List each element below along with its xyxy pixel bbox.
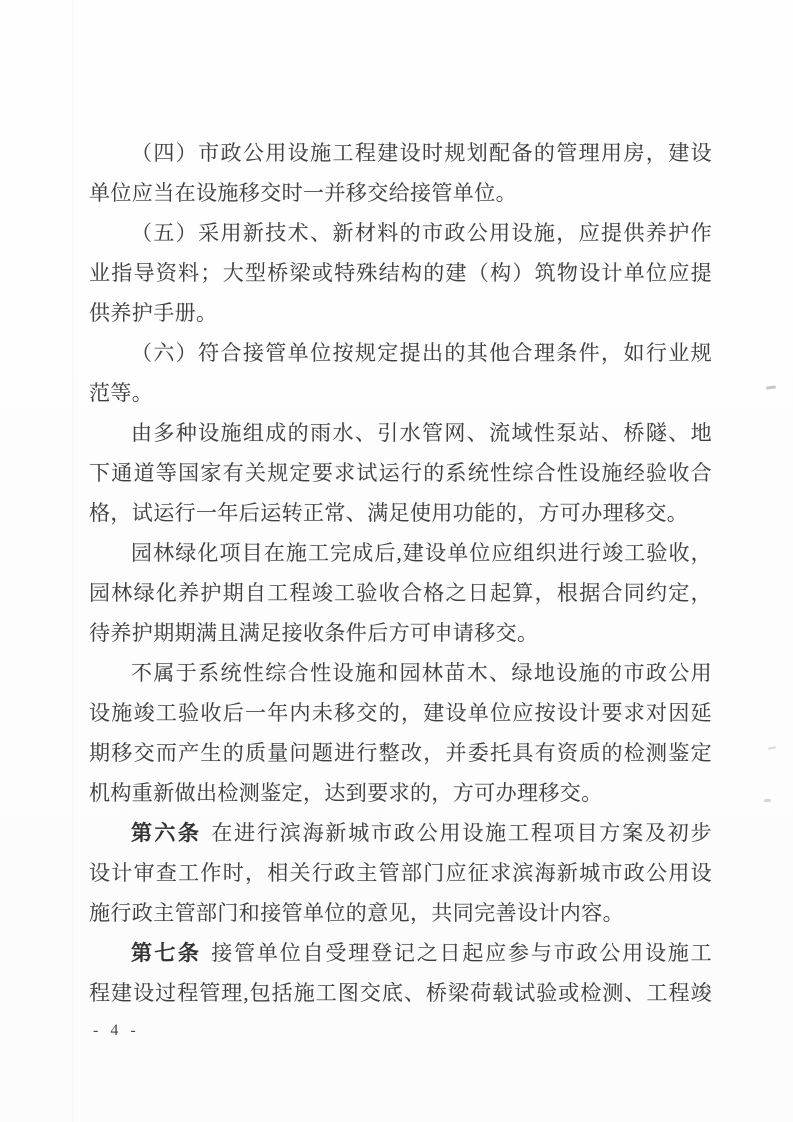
- text-line: （六）符合接管单位按规定提出的其他合理条件，如行业规: [131, 341, 712, 365]
- article-number: 第六条: [131, 821, 202, 845]
- text-line: 第七条 接管单位自受理登记之日起应参与市政公用设施工: [131, 941, 712, 965]
- text-line: 由多种设施组成的雨水、引水管网、流域性泵站、桥隧、地: [131, 421, 712, 445]
- text-line: （五）采用新技术、新材料的市政公用设施，应提供养护作: [131, 221, 712, 245]
- text-line: 期移交而产生的质量问题进行整改，并委托具有资质的检测鉴定: [89, 741, 712, 765]
- text-line: 不属于系统性综合性设施和园林苗木、绿地设施的市政公用: [131, 661, 712, 685]
- text-line: 单位应当在设施移交时一并移交给接管单位。: [89, 181, 517, 205]
- text-line: 程建设过程管理,包括施工图交底、桥梁荷载试验或检测、工程竣: [89, 981, 712, 1005]
- text-line: （四）市政公用设施工程建设时规划配备的管理用房，建设: [131, 141, 712, 165]
- text-line: 待养护期期满且满足接收条件后方可申请移交。: [89, 621, 539, 645]
- text-line: 范等。: [89, 381, 154, 405]
- text-line: 设施竣工验收后一年内未移交的，建设单位应按设计要求对因延: [89, 701, 712, 725]
- text-line: 机构重新做出检测鉴定，达到要求的，方可办理移交。: [89, 781, 603, 805]
- text-line: 下通道等国家有关规定要求试运行的系统性综合性设施经验收合: [89, 461, 712, 485]
- scan-fold-artifact: [72, 0, 74, 1122]
- document-body-text: [89, 133, 712, 1013]
- text-line: 园林绿化养护期自工程竣工验收合格之日起算，根据合同约定，: [89, 581, 712, 605]
- text-line: 施行政主管部门和接管单位的意见，共同完善设计内容。: [89, 901, 624, 925]
- article-number: 第七条: [131, 941, 202, 965]
- scan-artifact: [768, 746, 776, 750]
- text-line: 供养护手册。: [89, 301, 218, 325]
- page-number: - 4 -: [93, 1022, 140, 1039]
- text-line: 格，试运行一年后运转正常、满足使用功能的，方可办理移交。: [89, 501, 689, 525]
- scan-artifact: [766, 385, 776, 389]
- text-line: 业指导资料；大型桥梁或特殊结构的建（构）筑物设计单位应提: [89, 261, 712, 285]
- text-line: 园林绿化项目在施工完成后,建设单位应组织进行竣工验收，: [131, 541, 712, 565]
- text-line: 设计审查工作时，相关行政主管部门应征求滨海新城市政公用设: [89, 861, 712, 885]
- scan-artifact: [764, 799, 771, 803]
- text-line: 第六条 在进行滨海新城市政公用设施工程项目方案及初步: [131, 821, 712, 845]
